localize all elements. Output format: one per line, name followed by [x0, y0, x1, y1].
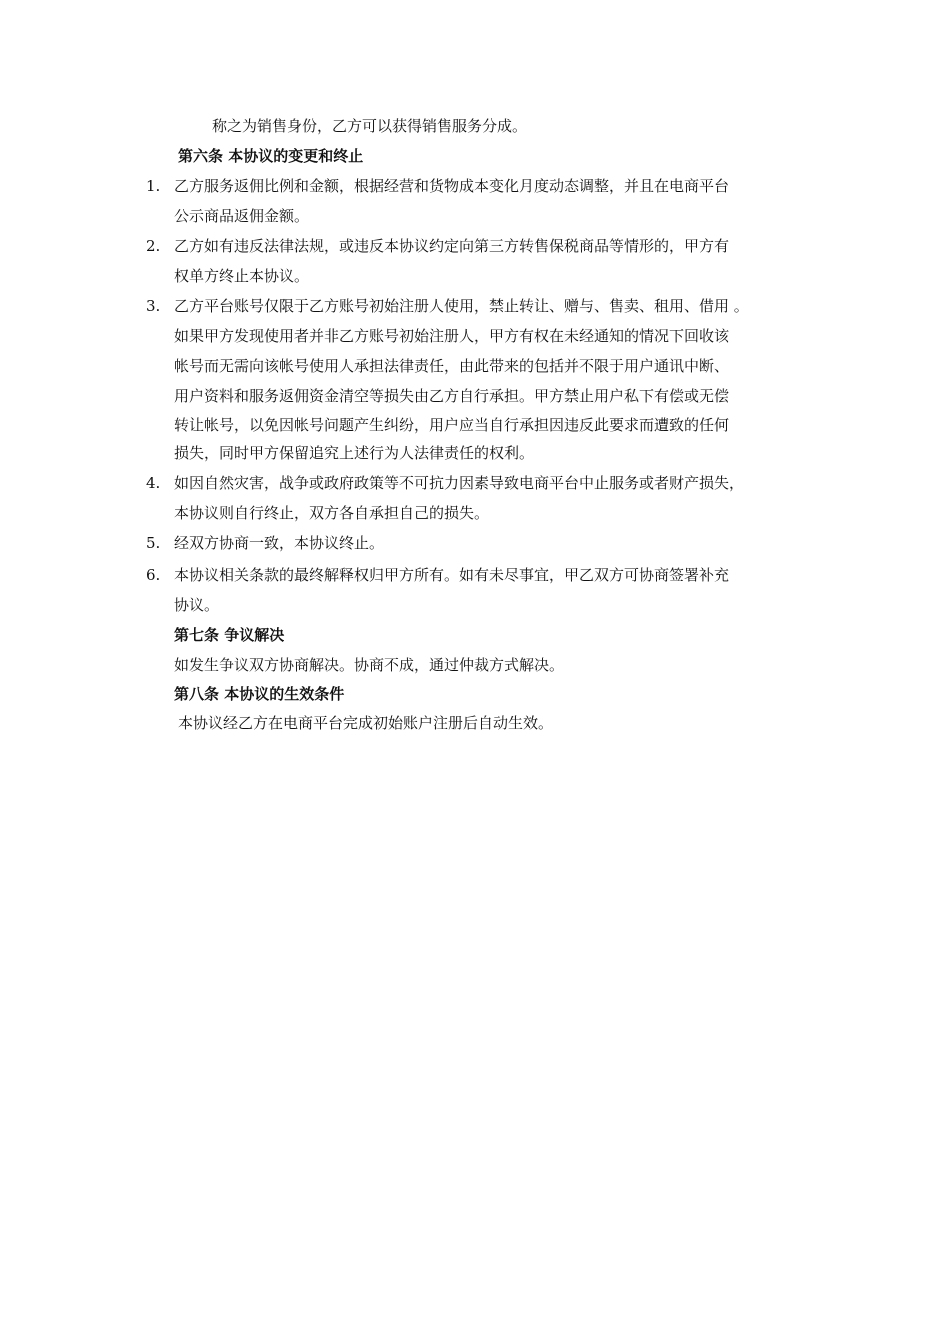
list-item-line: 转让帐号，以免因帐号问题产生纠纷，用户应当自行承担因违反此要求而遭致的任何	[174, 416, 730, 434]
list-item-line: 本协议相关条款的最终解释权归甲方所有。如有未尽事宜，甲乙双方可协商签署补充	[174, 566, 730, 584]
list-item-line: 如因自然灾害，战争或政府政策等不可抗力因素导致电商平台中止服务或者财产损失，	[174, 474, 745, 492]
list-item-number: 5.	[146, 534, 161, 552]
list-item-line: 协议。	[174, 596, 220, 614]
list-item-line: 权单方终止本协议。	[174, 267, 310, 285]
list-item-number: 3.	[146, 297, 161, 315]
list-item-number: 1.	[146, 177, 161, 195]
list-item-line: 经双方协商一致，本协议终止。	[174, 534, 385, 552]
list-item-line: 乙方服务返佣比例和金额，根据经营和货物成本变化月度动态调整，并且在电商平台	[174, 177, 730, 195]
list-item-number: 2.	[146, 237, 161, 255]
list-item-line: 如果甲方发现使用者并非乙方账号初始注册人，甲方有权在未经通知的情况下回收该	[174, 327, 730, 345]
list-item-line: 用户资料和服务返佣资金清空等损失由乙方自行承担。甲方禁止用户私下有偿或无偿	[174, 387, 730, 405]
article7-heading: 第七条 争议解决	[174, 626, 285, 644]
list-item-line: 公示商品返佣金额。	[174, 207, 310, 225]
article7-body: 如发生争议双方协商解决。协商不成，通过仲裁方式解决。	[174, 656, 565, 674]
intro-continuation: 称之为销售身份，乙方可以获得销售服务分成。	[212, 117, 528, 135]
list-item-line: 本协议则自行终止，双方各自承担自己的损失。	[174, 504, 490, 522]
article8-heading: 第八条 本协议的生效条件	[174, 685, 345, 703]
list-item-number: 6.	[146, 566, 161, 584]
list-item-number: 4.	[146, 474, 161, 492]
list-item-line: 损失，同时甲方保留追究上述行为人法律责任的权利。	[174, 444, 535, 462]
list-item-line: 帐号而无需向该帐号使用人承担法律责任，由此带来的包括并不限于用户通讯中断、	[174, 357, 730, 375]
list-item-line: 乙方平台账号仅限于乙方账号初始注册人使用，禁止转让、赠与、售卖、租用、借用 。	[174, 297, 749, 315]
article6-heading: 第六条 本协议的变更和终止	[178, 147, 364, 165]
list-item-line: 乙方如有违反法律法规，或违反本协议约定向第三方转售保税商品等情形的，甲方有	[174, 237, 730, 255]
article8-body: 本协议经乙方在电商平台完成初始账户注册后自动生效。	[178, 714, 554, 732]
